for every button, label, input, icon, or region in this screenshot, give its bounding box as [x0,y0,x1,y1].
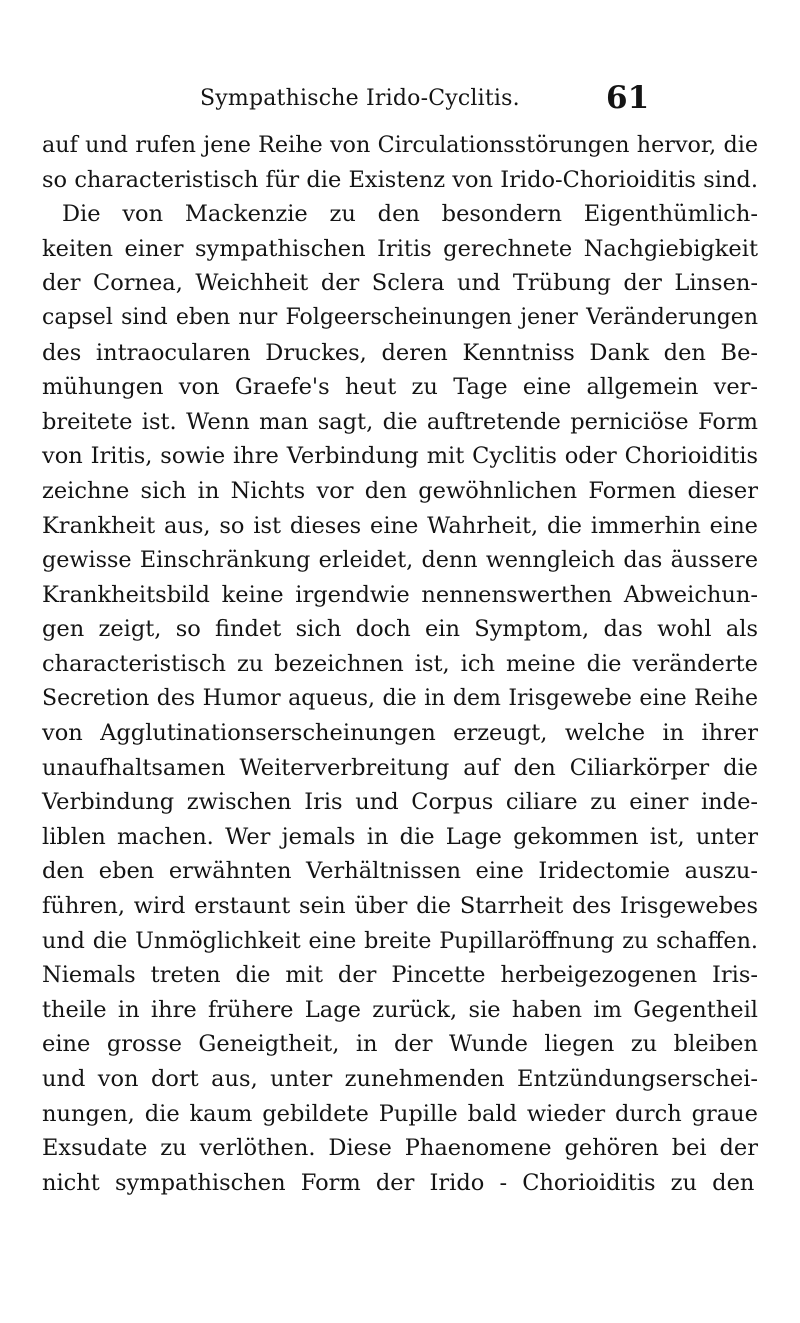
text-line: Die von Mackenzie zu den besondern Eigenthümlich- [62,201,758,228]
text-line: zeichne sich in Nichts vor den gewöhnlichen Formen dieser [42,477,758,504]
text-line: capsel sind eben nur Folgeerscheinungen jener Veränderungen [42,304,758,330]
text-line: und die Unmöglichkeit eine breite Pupillaröffnung zu schaffen. [42,927,758,954]
text-line: theile in ihre frühere Lage zurück, sie haben im Gegentheil [42,996,758,1023]
text-line: von Agglutinationserscheinungen erzeugt, welche in ihrer [42,720,758,747]
text-line: des intraocularen Druckes, deren Kenntniss Dank den Be- [42,339,758,366]
text-line: auf und rufen jene Reihe von Circulationsstörungen hervor, die [42,132,758,158]
text-line: Secretion des Humor aqueus, die in dem Irisgewebe eine Reihe [42,685,758,711]
text-line: Krankheit aus, so ist dieses eine Wahrheit, die immerhin eine [42,512,758,539]
body-text [42,128,758,1200]
text-line: gewisse Einschränkung erleidet, denn wenngleich das äussere [42,547,758,574]
text-line: characteristisch zu bezeichnen ist, ich meine die veränderte [42,650,758,677]
page-number: 61 [606,80,650,116]
text-line: so characteristisch für die Existenz von Irido-Chorioiditis sind. [42,166,758,193]
text-line: den eben erwähnten Verhältnissen eine Iridectomie auszu- [42,858,758,885]
text-line: Krankheitsbild keine irgendwie nennenswerthen Abweichun- [42,581,758,608]
text-line: Verbindung zwischen Iris und Corpus ciliare zu einer inde- [42,789,758,816]
text-line: führen, wird erstaunt sein über die Starrheit des Irisgewebes [42,893,758,920]
text-line: unaufhaltsamen Weiterverbreitung auf den Ciliarkörper die [42,754,758,781]
text-line: der Cornea, Weichheit der Sclera und Trübung der Linsen- [42,270,758,297]
text-line: Exsudate zu verlöthen. Diese Phaenomene gehören bei der [42,1135,758,1162]
text-line: nicht sympathischen Form der Irido - Chorioiditis zu den [42,1169,755,1196]
text-line: keiten einer sympathischen Iritis gerechnete Nachgiebigkeit [42,235,758,262]
text-line: von Iritis, sowie ihre Verbindung mit Cyclitis oder Chorioiditis [42,443,758,470]
text-line: liblen machen. Wer jemals in die Lage gekommen ist, unter [42,823,758,850]
text-line: Niemals treten die mit der Pincette herbeigezogenen Iris- [42,962,758,989]
text-line: und von dort aus, unter zunehmenden Entzündungserschei- [42,1066,758,1093]
text-line: nungen, die kaum gebildete Pupille bald wieder durch graue [42,1100,758,1127]
running-title: Sympathische Irido-Cyclitis. [200,86,520,111]
text-line: gen zeigt, so findet sich doch ein Symptom, das wohl als [42,616,758,643]
text-line: eine grosse Geneigtheit, in der Wunde liegen zu bleiben [42,1031,758,1058]
text-line: breitete ist. Wenn man sagt, die auftretende perniciöse Form [42,408,758,435]
text-line: mühungen von Graefe's heut zu Tage eine allgemein ver- [42,374,758,401]
